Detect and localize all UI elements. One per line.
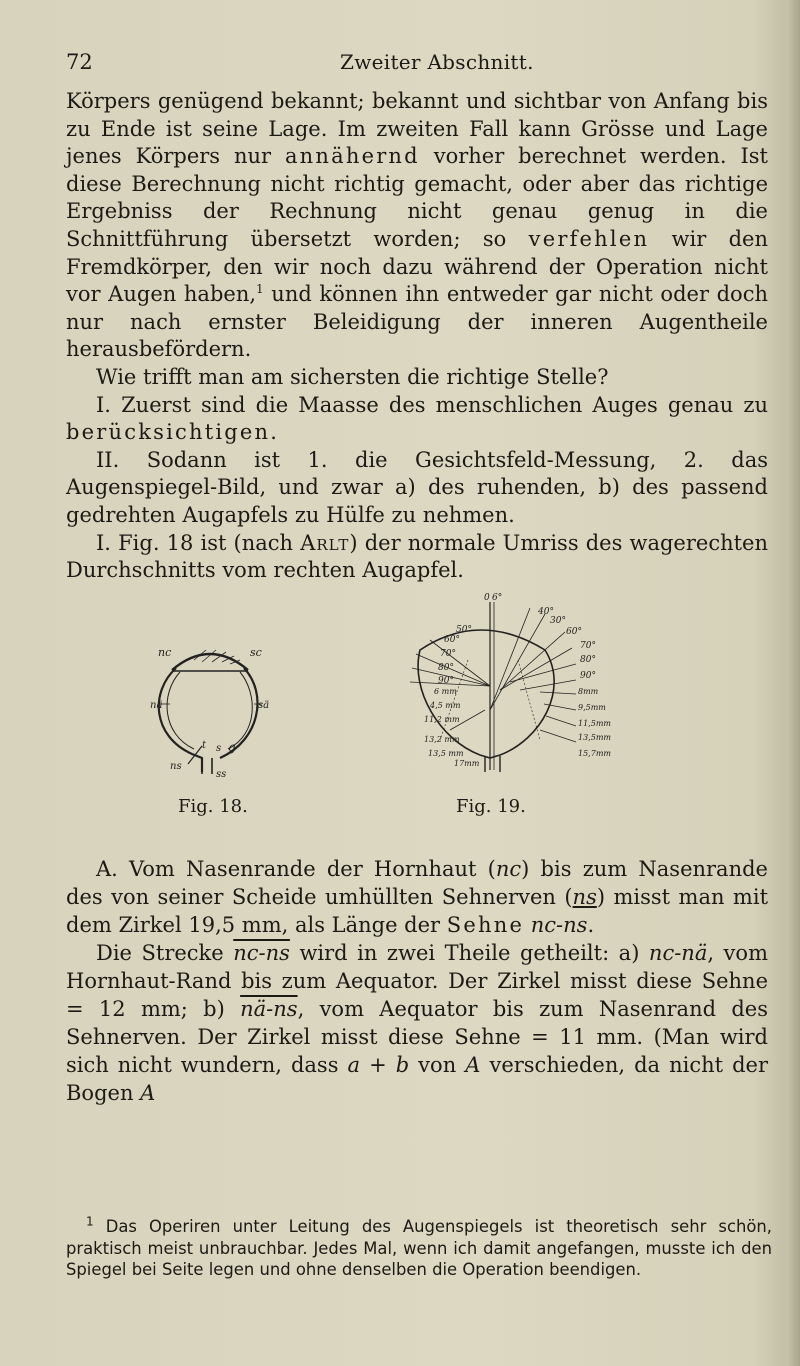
fig19-label-mm-r-4: 13,5mm <box>578 733 611 742</box>
fig19-label-l-90: 90° <box>438 676 454 686</box>
fig19-label-mm-l-3: 11,2 mm <box>424 715 460 724</box>
fig19-label-mm-r-3: 11,5mm <box>578 719 611 728</box>
fig18-cornea-arc <box>172 654 248 670</box>
emphasis-sehne: Sehne <box>446 913 525 937</box>
paragraph-1: Körpers genügend bekannt; bekannt und sichtbar von Anfang bis zu Ende ist seine Lage. Im zweiten Fall kann Grösse und Lage jenes Körpers nur annähernd vorher berechnet werden. Ist diese Berechnung nicht richtig gemacht, oder aber das richtige Ergebniss der Rechnung nicht genau genug in die Schnittführung übersetzt worden; so verfehlen wir den Fremdkörper, den wir noch dazu während der Operation nicht vor Augen haben,$^1$ und können ihn entweder gar nicht oder doch nur nach ernster Beleidigung der inneren Augentheile herausbefördern. <box>66 89 768 362</box>
fig19-label-mm-l-2: 4,5 mm <box>430 701 461 710</box>
paragraph-3: I. Zuerst sind die Maasse des menschlichen Auges genau zu berücksichtigen. <box>66 392 768 445</box>
fig19-label-r-30: 30° <box>550 616 566 626</box>
paragraph-6: A. Vom Nasenrande der Hornhaut (nc) bis zum Nasenrande des von seiner Scheide umhüllten Sehnerven (ns) misst man mit dem Zirkel 19,5 mm, als Länge der Sehne nc-ns. <box>66 857 769 937</box>
fig19-label-r-80: 80° <box>580 655 596 665</box>
fig19-label-top-6: 6° <box>492 593 503 603</box>
fig19-ray-r3 <box>500 632 565 690</box>
fig19-label-l-60: 60° <box>444 635 460 645</box>
figure-18-caption: Fig. 18. <box>178 796 248 817</box>
fig19-label-top-0: 0 <box>484 593 490 603</box>
fig19-label-mm-l-5: 13,5 mm <box>428 749 464 758</box>
fig19-label-r-90: 90° <box>580 671 596 681</box>
fig18-label-ss: ss <box>216 769 227 779</box>
emphasis-berucksichtigen: berücksichtigen. <box>66 420 280 445</box>
paragraph-7: Die Strecke nc-ns wird in zwei Theile getheilt: a) nc-nä, vom Hornhaut-Rand bis zum Aequator. Der Zirkel misst diese Sehne = 12 mm; b) nä-ns, vom Aequator bis zum Nasenrand des Sehnerven. Der Zirkel misst diese Sehne = 11 mm. (Man wird sich nicht wundern, dass a + b von A verschieden, da nicht der Bogen A <box>66 941 768 1105</box>
fig19-label-mm-r-1: 8mm <box>578 687 599 696</box>
fig18-label-na: nä <box>150 700 163 711</box>
fig19-label-r-70: 70° <box>580 641 596 651</box>
figure-19-angle-diagram <box>340 590 640 780</box>
body-text-continued <box>66 855 768 1107</box>
fig19-mm-line-3 <box>546 716 576 726</box>
fig18-sclera-outline <box>159 668 258 772</box>
fig19-label-mm-l-6: 17mm <box>454 759 480 768</box>
fig19-ray-r6 <box>520 680 576 690</box>
paragraph-4: II. Sodann ist 1. die Gesichtsfeld-Messung, 2. das Augenspiegel-Bild, und zwar a) des ruhenden, b) des passend gedrehten Augapfels zu Hülfe zu nehmen. <box>66 447 768 527</box>
author-name: Arlt <box>300 530 350 555</box>
footnote-text: Das Operiren unter Leitung des Augenspiegels ist theoretisch sehr schön, praktisch meist unbrauchbar. Jedes Mal, wenn ich damit angefangen, musste ich den Spiegel bei Seite legen und ohne denselben die Operation beendigen. <box>66 1217 772 1279</box>
figure-18-eyeball-outline <box>150 644 270 779</box>
fig18-label-sa: sä <box>258 700 270 711</box>
footnote-ref: 1 <box>256 282 264 297</box>
fig19-label-l-80: 80° <box>438 663 454 673</box>
fig19-label-r-60: 60° <box>566 627 582 637</box>
fig18-sheath-line <box>188 746 202 764</box>
fig19-label-l-50: 50° <box>456 625 472 635</box>
fig18-label-g: g <box>228 740 236 754</box>
fig19-label-mm-l-4: 13,2 mm <box>424 735 460 744</box>
fig18-label-t: t <box>202 740 207 751</box>
body-text <box>66 88 768 585</box>
figure-19-caption: Fig. 19. <box>456 796 526 817</box>
emphasis-annahernd: annähernd <box>284 144 420 169</box>
footnote <box>66 1216 772 1281</box>
fig18-label-nc: nc <box>158 646 172 659</box>
emphasis-verfehlen: verfehlen <box>528 226 650 251</box>
footnote-mark: 1 <box>86 1214 94 1229</box>
fig18-inner-outline <box>167 672 252 749</box>
fig18-label-sc: sc <box>250 646 262 659</box>
fig19-mm-line-1 <box>540 692 576 694</box>
fig19-ray-r4 <box>500 648 572 690</box>
figures-area <box>0 590 800 840</box>
paragraph-5: I. Fig. 18 ist (nach Arlt) der normale Umriss des wagerechten Durchschnitts vom rechten Augapfel. <box>66 530 769 583</box>
fig19-label-mm-l-1: 6 mm <box>434 687 457 696</box>
fig19-ray-r1 <box>490 608 530 710</box>
fig18-label-ns: ns <box>170 761 182 772</box>
fig19-label-mm-r-2: 9,5mm <box>578 703 606 712</box>
page-number: 72 <box>66 50 93 74</box>
fig19-ray-r2 <box>490 614 545 710</box>
fig19-label-mm-r-5: 15,7mm <box>578 749 611 758</box>
running-title: Zweiter Abschnitt. <box>340 50 534 74</box>
page-header <box>66 50 766 80</box>
paragraph-2: Wie trifft man am sichersten die richtige Stelle? <box>96 364 609 389</box>
fig19-ray-r5 <box>510 664 576 682</box>
fig19-label-l-70: 70° <box>440 649 456 659</box>
fig19-mm-line-4 <box>540 730 576 742</box>
fig18-label-s: s <box>216 743 222 754</box>
fig19-label-r-40: 40° <box>538 607 554 617</box>
